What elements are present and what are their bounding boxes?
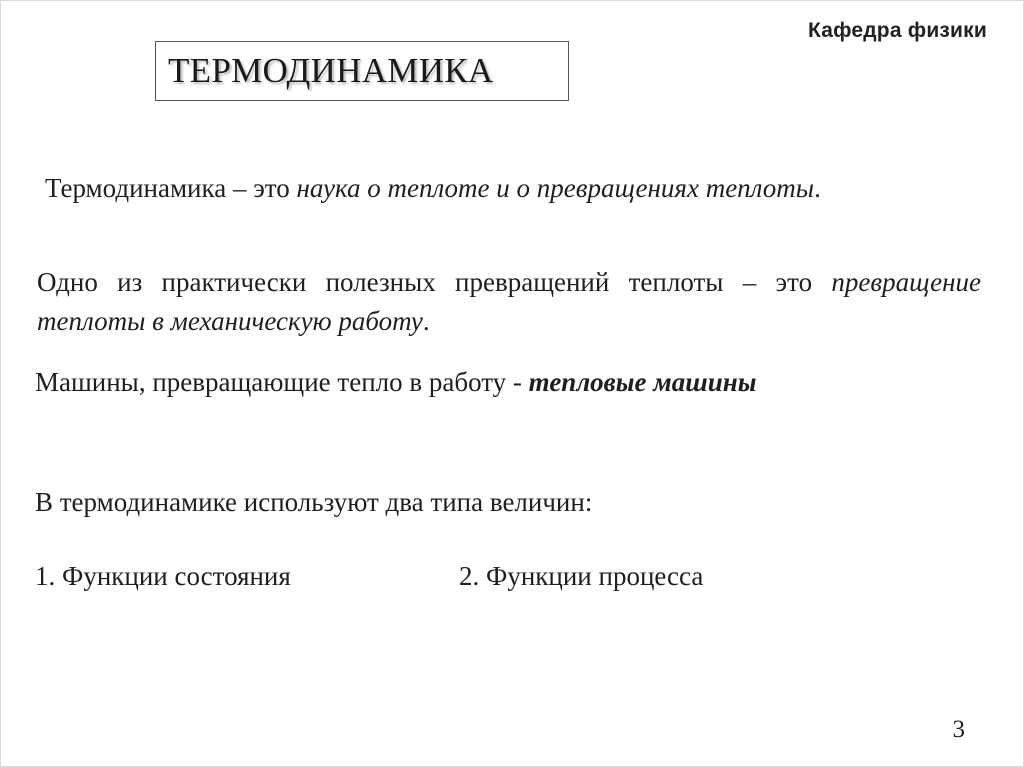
engines-lead: Машины, превращающие тепло в работу - — [35, 367, 529, 397]
definition-lead: Термодинамика – это — [45, 173, 297, 203]
title-box — [155, 41, 569, 101]
department-label: Кафедра физики — [807, 19, 987, 42]
heat-engines-paragraph — [35, 363, 939, 402]
page-number: 3 — [952, 716, 965, 743]
useful-tail: . — [422, 306, 430, 336]
definition-tail: . — [814, 173, 821, 203]
engines-emphasis: тепловые машины — [528, 367, 757, 397]
useful-lead: Одно из практически полезных превращений теплоты – это — [37, 267, 832, 297]
useful-emphasis: превращение теплоты в механическую работу — [37, 267, 981, 336]
state-functions-item: 1. Функции состояния — [35, 561, 291, 591]
process-functions-item: 2. Функции процесса — [459, 561, 704, 591]
slide-title: ТЕРМОДИНАМИКА — [168, 51, 494, 90]
quantity-types-row — [35, 557, 704, 596]
quantities-intro: В термодинамике используют два типа величин: — [35, 487, 593, 517]
definition-emphasis: наука о теплоте и о превращениях теплоты — [296, 173, 815, 203]
definition-paragraph — [45, 169, 979, 208]
useful-conversion-paragraph — [37, 263, 981, 341]
